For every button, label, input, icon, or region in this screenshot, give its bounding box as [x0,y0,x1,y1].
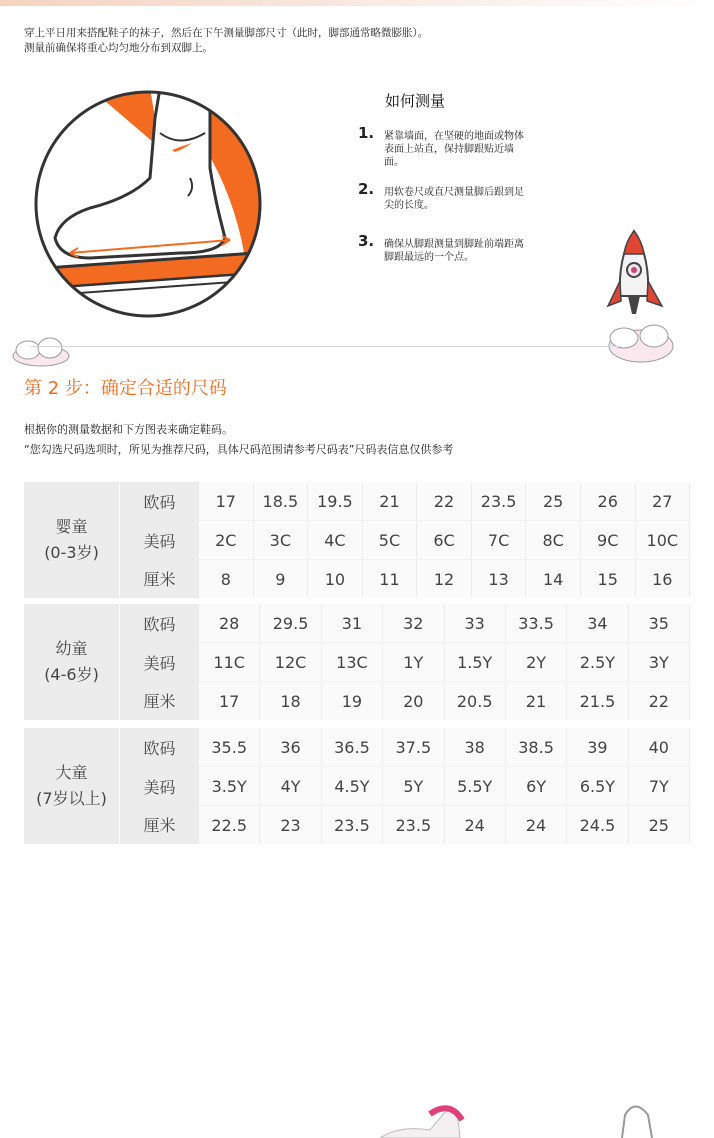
intro-text [24,26,428,56]
table-cell: 6C [417,521,472,559]
step-text-line: 脚跟最远的一个点。 [384,252,474,263]
table-cell: 23.5 [322,806,383,844]
table-cell: 23.5 [383,806,444,844]
table-cell: 10 [308,560,363,598]
table-cell: 5C [363,521,418,559]
table-cell: 33 [445,604,506,642]
group-label [24,604,119,720]
table-cells [199,482,690,598]
table-cell: 13C [322,643,383,681]
table-cell: 22 [417,482,472,520]
step-number: 3. [358,232,375,250]
table-row [199,806,690,844]
howto-step-1 [358,124,558,169]
group-name: 大童 [55,763,88,782]
table-cell: 18 [260,682,321,720]
step-text-line: 紧靠墙面，在坚硬的地面或物体 [384,131,524,142]
row-labels [119,482,199,598]
table-cell: 3.5Y [199,767,260,805]
row-label: 欧码 [143,614,176,634]
table-cell: 11 [363,560,418,598]
table-cell: 17 [199,482,254,520]
table-row [199,604,690,643]
step-text-line: 确保从脚跟测量到脚趾前端距离 [384,239,524,250]
table-cell: 19 [322,682,383,720]
table-cell: 20.5 [445,682,506,720]
table-row [199,521,690,560]
step-number: 1. [358,124,375,142]
howto-step-3 [358,232,558,264]
table-cell: 16 [636,560,691,598]
table-cell: 28 [199,604,260,642]
table-cell: 33.5 [506,604,567,642]
step-text-line: 面。 [384,157,404,168]
table-cell: 6.5Y [567,767,628,805]
table-cell: 38 [445,728,506,766]
table-cell: 26 [581,482,636,520]
desc-line-2: “您勾选尺码选项时，所见为推荐尺码，具体尺码范围请参考尺码表”尺码表信息仅供参考 [24,443,454,456]
row-labels [119,728,199,844]
row-label: 欧码 [143,492,176,512]
table-cell: 20 [383,682,444,720]
table-cell: 14 [526,560,581,598]
table-cell: 11C [199,643,260,681]
table-cell: 17 [199,682,260,720]
table-cell: 2Y [506,643,567,681]
rocket-icon [606,226,676,376]
howto-title: 如何测量 [385,92,446,110]
step-text-line: 表面上站直，保持脚跟贴近墙 [384,144,514,155]
table-cell: 12C [260,643,321,681]
table-cell: 8C [526,521,581,559]
table-cell: 32 [383,604,444,642]
row-label: 美码 [143,653,176,673]
intro-line-2: 测量前确保将重心均匀地分布到双脚上。 [24,42,213,54]
table-cell: 36.5 [322,728,383,766]
row-label: 厘米 [143,692,176,712]
table-cell: 21 [363,482,418,520]
table-cell: 8 [199,560,254,598]
row-label: 美码 [143,777,176,797]
table-cell: 35.5 [199,728,260,766]
table-cell: 25 [526,482,581,520]
foot-measure-illustration [30,88,270,320]
table-cell: 21 [506,682,567,720]
step-text-line: 尖的长度。 [384,200,434,211]
table-cell: 24 [506,806,567,844]
table-cell: 25 [629,806,690,844]
desc-line-1: 根据你的测量数据和下方图表来确定鞋码。 [24,423,233,436]
table-cell: 9 [254,560,309,598]
table-row [199,560,690,598]
table-cell: 21.5 [567,682,628,720]
group-label [24,482,119,598]
table-cell: 1.5Y [445,643,506,681]
table-cell: 37.5 [383,728,444,766]
table-cell: 36 [260,728,321,766]
table-row [199,728,690,767]
size-table-toddler [24,604,690,720]
group-age-range: (0-3岁) [44,543,99,562]
group-name: 幼童 [55,639,88,658]
table-row [199,643,690,682]
table-row [199,682,690,720]
table-cell: 29.5 [260,604,321,642]
table-cell: 24.5 [567,806,628,844]
group-age-range: (4-6岁) [44,665,99,684]
step-text-line: 用软卷尺或直尺测量脚后跟到足 [384,187,524,198]
group-label [24,728,119,844]
table-cell: 23 [260,806,321,844]
howto-step-2 [358,180,558,212]
table-cell: 5Y [383,767,444,805]
table-cell: 39 [567,728,628,766]
table-cell: 18.5 [254,482,309,520]
table-cell: 35 [629,604,690,642]
table-cell: 23.5 [472,482,527,520]
table-cell: 15 [581,560,636,598]
table-cell: 13 [472,560,527,598]
table-cell: 7C [472,521,527,559]
table-row [199,767,690,806]
table-cell: 3Y [629,643,690,681]
row-label: 厘米 [143,816,176,836]
table-cell: 27 [636,482,691,520]
row-labels [119,604,199,720]
intro-line-1: 穿上平日用来搭配鞋子的袜子，然后在下午测量脚部尺寸（此时，脚部通常略微膨胀）。 [24,27,429,39]
row-label: 厘米 [143,570,176,590]
table-cell: 19.5 [308,482,363,520]
row-label: 欧码 [143,738,176,758]
table-cell: 5.5Y [445,767,506,805]
table-cell: 34 [567,604,628,642]
table-row [199,482,690,521]
table-cell: 31 [322,604,383,642]
step2-title: 第 2 步：确定合适的尺码 [24,378,227,399]
table-cell: 12 [417,560,472,598]
table-cell: 22.5 [199,806,260,844]
table-cell: 2.5Y [567,643,628,681]
step-number: 2. [358,180,375,198]
cloud-icon [6,334,76,370]
table-cell: 40 [629,728,690,766]
group-name: 婴童 [55,517,88,536]
bottom-decoration [0,1090,714,1138]
step2-description [24,420,453,460]
table-cell: 24 [445,806,506,844]
top-decoration-strip [0,0,714,6]
table-cell: 7Y [629,767,690,805]
table-cell: 4C [308,521,363,559]
table-cell: 6Y [506,767,567,805]
table-cell: 4.5Y [322,767,383,805]
table-cell: 4Y [260,767,321,805]
table-cell: 1Y [383,643,444,681]
group-age-range: (7岁以上) [36,789,107,808]
table-cell: 9C [581,521,636,559]
row-label: 美码 [143,531,176,551]
section-divider [30,346,620,347]
size-table-youth [24,728,690,844]
table-cells [199,728,690,844]
table-cells [199,604,690,720]
table-cell: 2C [199,521,254,559]
table-cell: 38.5 [506,728,567,766]
table-cell: 22 [629,682,690,720]
size-table-infant [24,482,690,598]
table-cell: 3C [254,521,309,559]
table-cell: 10C [636,521,691,559]
